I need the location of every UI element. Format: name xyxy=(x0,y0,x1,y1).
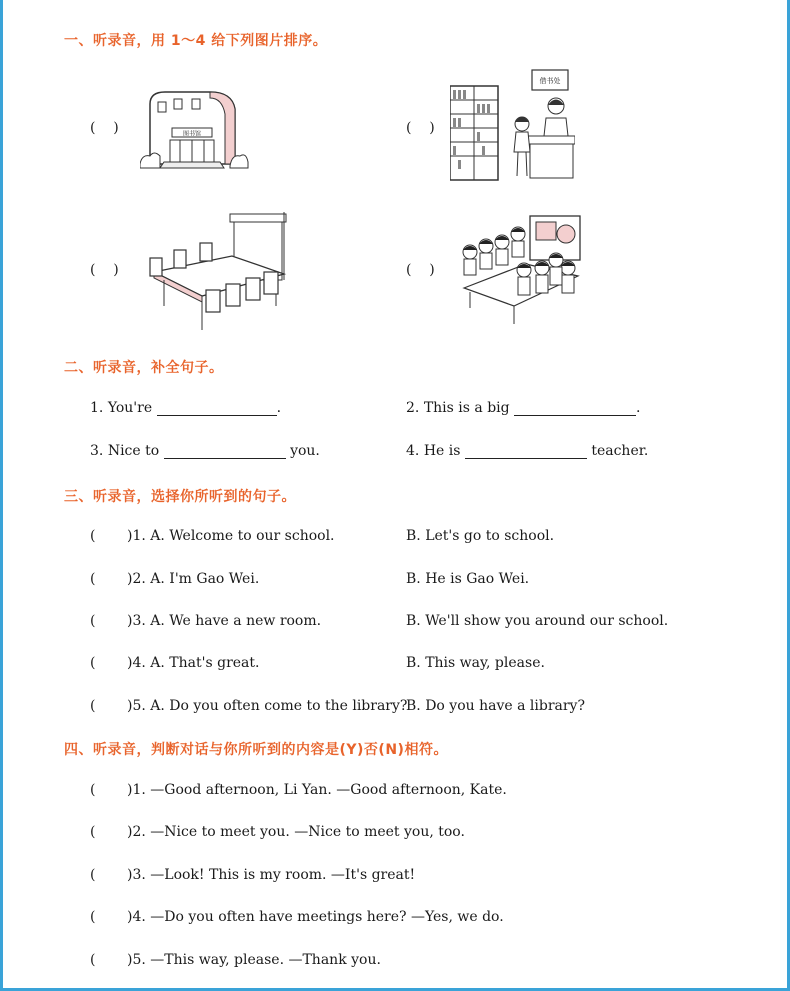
item-number: )2. xyxy=(127,824,146,840)
sentence-start: Nice to xyxy=(107,443,160,459)
choice-paren-1[interactable]: ( xyxy=(90,528,96,544)
section1-heading: 一、听录音，用 1～4 给下列图片排序。 xyxy=(64,33,328,49)
sentence-number: 3. xyxy=(90,443,104,459)
item-number: )4. xyxy=(127,909,146,925)
option-a: A. We have a new room. xyxy=(150,613,322,629)
item-number: )2. xyxy=(127,571,146,587)
sentence-end: . xyxy=(636,400,641,416)
option-a: A. That's great. xyxy=(150,655,260,671)
item-number: )1. xyxy=(127,782,146,798)
dialogue-text: —Look! This is my room. —It's great! xyxy=(150,867,416,883)
choice-paren-3[interactable]: ( xyxy=(90,613,96,629)
sentence-end: . xyxy=(276,400,282,416)
library-desk-picture xyxy=(450,68,575,186)
answer-blank[interactable] xyxy=(465,444,587,459)
dialogue-3 xyxy=(127,867,415,883)
answer-paren-1[interactable]: ( ) xyxy=(90,120,119,136)
item-number: )5. xyxy=(127,952,146,968)
sentence-end: you. xyxy=(290,443,320,459)
dialogue-text: —Nice to meet you. —Nice to meet you, too. xyxy=(150,824,465,840)
meeting-room-picture xyxy=(144,210,294,335)
choice-b-4: B. This way, please. xyxy=(406,655,545,671)
choice-b-3: B. We'll show you around our school. xyxy=(406,613,669,629)
answer-paren-3[interactable]: ( ) xyxy=(90,262,119,278)
dialogue-4 xyxy=(127,909,504,925)
choice-paren-5[interactable]: ( xyxy=(90,698,96,714)
option-a: A. I'm Gao Wei. xyxy=(150,571,260,587)
choice-a-3 xyxy=(127,613,321,629)
choice-a-4 xyxy=(127,655,259,671)
choice-b-2: B. He is Gao Wei. xyxy=(406,571,530,587)
judge-paren-4[interactable]: ( xyxy=(90,909,96,925)
dialogue-5 xyxy=(127,952,381,968)
sentence-number: 4. xyxy=(406,443,420,459)
choice-b-5: B. Do you have a library? xyxy=(406,698,585,714)
choice-a-5 xyxy=(127,698,407,714)
choice-b-1: B. Let's go to school. xyxy=(406,528,555,544)
fill-sentence-4 xyxy=(406,443,648,459)
dialogue-2 xyxy=(127,824,465,840)
library-building-picture xyxy=(140,84,250,174)
sentence-number: 2. xyxy=(406,400,420,416)
judge-paren-5[interactable]: ( xyxy=(90,952,96,968)
dialogue-1 xyxy=(127,782,507,798)
sentence-end: teacher. xyxy=(591,443,649,459)
section4-heading: 四、听录音，判断对话与你所听到的内容是(Y)否(N)相符。 xyxy=(64,742,448,758)
item-number: )3. xyxy=(127,613,146,629)
item-number: )1. xyxy=(127,528,146,544)
judge-paren-3[interactable]: ( xyxy=(90,867,96,883)
choice-a-1 xyxy=(127,528,335,544)
building-sign: 图书馆 xyxy=(182,130,202,138)
classroom-picture xyxy=(456,212,584,330)
page-border-left xyxy=(0,0,3,991)
section2-heading: 二、听录音，补全句子。 xyxy=(64,360,224,376)
item-number: )3. xyxy=(127,867,146,883)
answer-blank[interactable] xyxy=(164,444,286,459)
item-number: )4. xyxy=(127,655,146,671)
dialogue-text: —Do you often have meetings here? —Yes, we do. xyxy=(150,909,504,925)
fill-sentence-2 xyxy=(406,400,641,416)
sentence-start: You're xyxy=(107,400,153,416)
fill-sentence-1 xyxy=(90,400,281,416)
dialogue-text: —Good afternoon, Li Yan. —Good afternoon, Kate. xyxy=(150,782,507,798)
answer-blank[interactable] xyxy=(514,401,636,416)
judge-paren-1[interactable]: ( xyxy=(90,782,96,798)
option-a: A. Do you often come to the library? xyxy=(150,698,408,714)
choice-paren-2[interactable]: ( xyxy=(90,571,96,587)
answer-blank[interactable] xyxy=(157,401,277,416)
answer-paren-4[interactable]: ( ) xyxy=(406,262,435,278)
section3-heading: 三、听录音，选择你所听到的句子。 xyxy=(64,489,296,505)
dialogue-text: —This way, please. —Thank you. xyxy=(150,952,381,968)
sentence-start: He is xyxy=(423,443,461,459)
choice-paren-4[interactable]: ( xyxy=(90,655,96,671)
choice-a-2 xyxy=(127,571,259,587)
judge-paren-2[interactable]: ( xyxy=(90,824,96,840)
desk-sign: 借书处 xyxy=(539,77,561,85)
sentence-number: 1. xyxy=(90,400,104,416)
option-a: A. Welcome to our school. xyxy=(150,528,335,544)
item-number: )5. xyxy=(127,698,146,714)
fill-sentence-3 xyxy=(90,443,320,459)
answer-paren-2[interactable]: ( ) xyxy=(406,120,435,136)
sentence-start: This is a big xyxy=(423,400,510,416)
